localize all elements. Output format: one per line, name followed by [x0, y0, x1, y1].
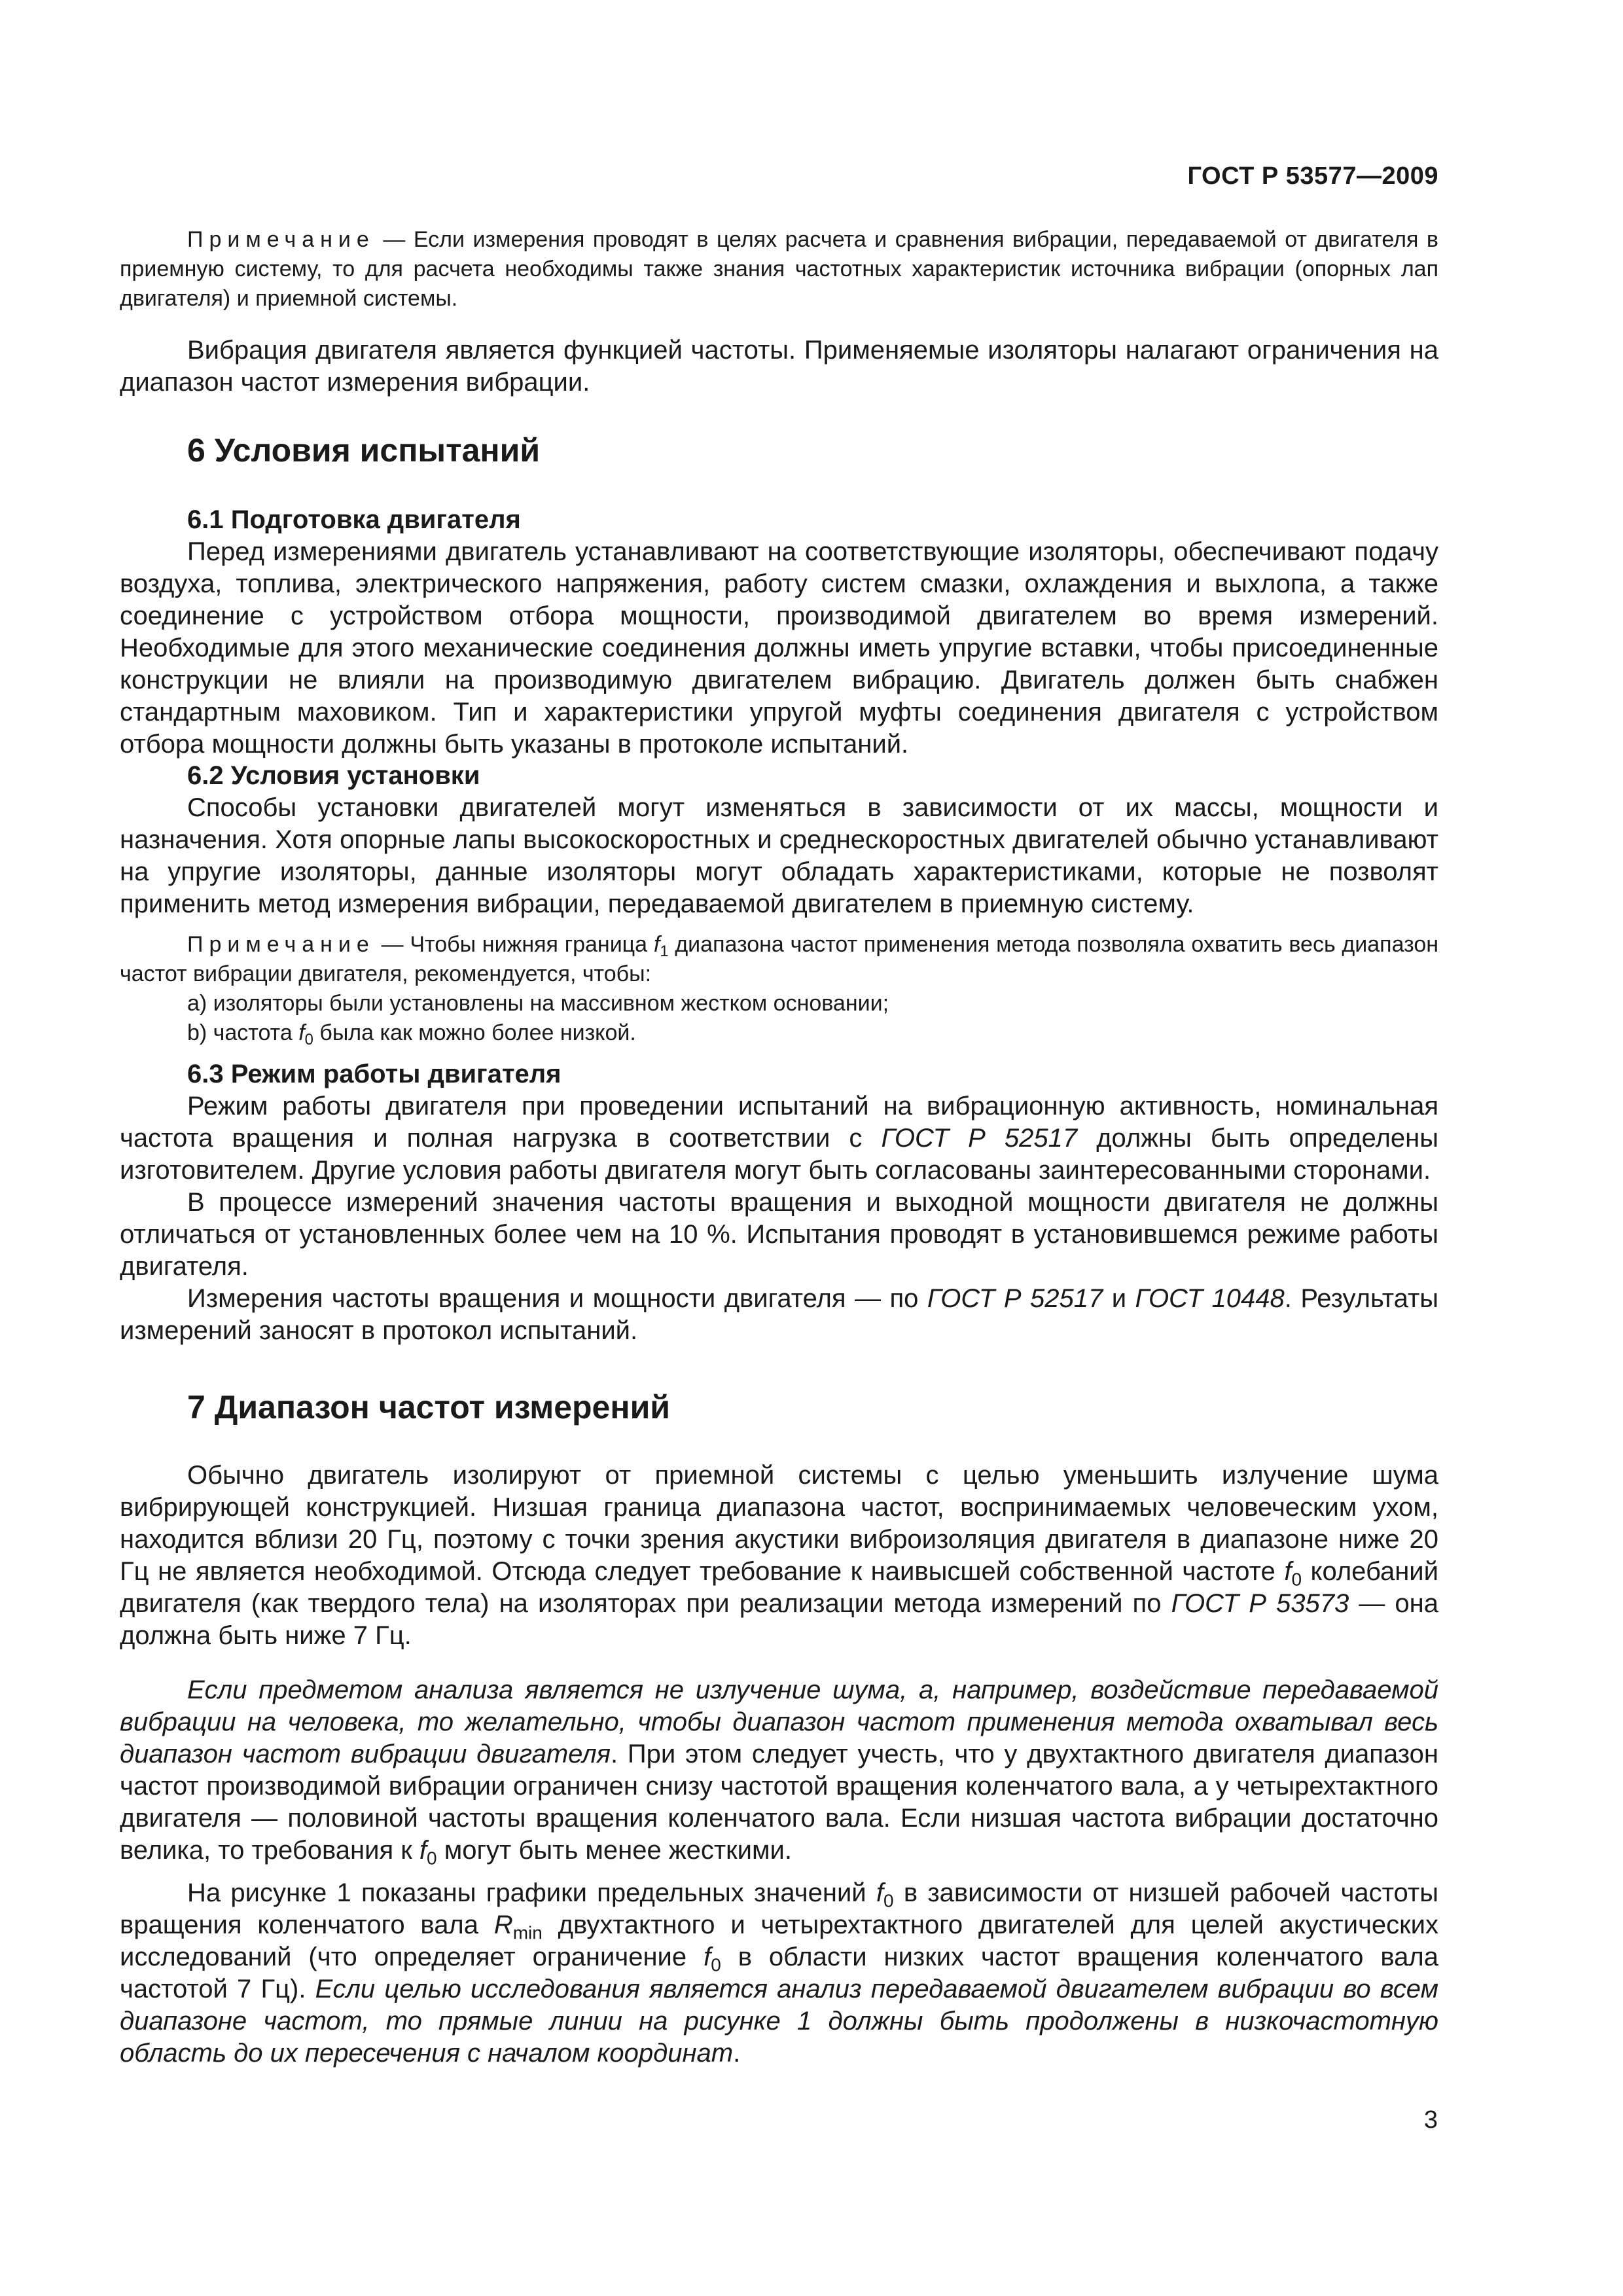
- section-7-paragraph: [120, 1877, 1438, 2070]
- symbol-subscript: min: [512, 1922, 543, 1943]
- symbol-subscript: 1: [660, 942, 669, 961]
- reference-link: ГОСТ Р 52517: [881, 1124, 1078, 1153]
- reference-link: ГОСТ 10448: [1135, 1284, 1285, 1313]
- text-run: Обычно двигатель изолируют от приемной системы с целью уменьшить излучение шума вибрирующей конструкцией. Низшая граница диапазона частот, воспринимаемых человеческим ухом, находится вблизи 20 Гц, поэтому с точки зрения акустики виброизоляция двигателя в диапазоне ниже 20 Гц не является необходимой. Отсюда следует требование к наивысшей собственной частоте: [120, 1461, 1438, 1586]
- subsection-6-3-paragraph: [120, 1283, 1438, 1347]
- note-paragraph: [120, 225, 1438, 314]
- symbol-f: f: [653, 932, 660, 957]
- reference-link: ГОСТ Р 53573: [1171, 1589, 1349, 1618]
- symbol-f: f: [298, 1020, 305, 1045]
- note-paragraph: [120, 930, 1438, 989]
- text-run: должны быть определены изготовителем. Другие условия работы двигателя могут быть согласованы заинтересованными сторонами.: [120, 1124, 1439, 1185]
- subsection-6-2-text: Способы установки двигателей могут изменяться в зависимости от их массы, мощности и назначения. Хотя опорные лапы высокоскоростных и среднескоростных двигателей обычно устанавливают на упругие изоляторы, данные изоляторы могут обладать характеристиками, которые не позволят применить метод измерения вибрации, передаваемой двигателем в приемную систему.: [120, 793, 1438, 918]
- symbol-f: f: [1284, 1557, 1292, 1586]
- note-list-item: [187, 1018, 1506, 1048]
- text-run: .: [733, 2039, 741, 2068]
- italic-text: Если целью исследования является анализ передаваемой двигателем вибрации во всем диапазоне частот, то прямые линии на рисунке 1 должны быть продолжены в низкочастотную область до их пересечения с началом координат: [120, 1975, 1438, 2068]
- text-run: Режим работы двигателя при проведении испытаний на вибрационную активность, номинальная частота вращения и полная нагрузка в соответствии с: [120, 1092, 1438, 1153]
- subsection-6-1-heading: 6.1 Подготовка двигателя: [187, 505, 521, 534]
- symbol-f: f: [704, 1943, 711, 1971]
- text-run: в зависимости от низшей рабочей частоты вращения коленчатого вала: [120, 1878, 1438, 1939]
- italic-text: Если предметом анализа является не излучение шума, а, например, воздействие передаваемой вибрации на человека, то желательно, чтобы диапазон частот применения метода охватывал весь диапазон частот вибрации двигателя: [120, 1676, 1438, 1768]
- note-text: — Если измерения проводят в целях расчета и сравнения вибрации, передаваемой от двигателя в приемную систему, то для расчета необходимы также знания частотных характеристик источника вибрации (опорных лап двигателя) и приемной системы.: [120, 227, 1438, 311]
- symbol-f: f: [419, 1836, 427, 1865]
- document-code: ГОСТ Р 53577—2009: [1187, 162, 1438, 190]
- note-text: — Чтобы нижняя граница: [374, 932, 654, 957]
- section-6-heading: 6 Условия испытаний: [187, 432, 541, 469]
- note-item-text: b) частота: [187, 1020, 299, 1045]
- reference-link: ГОСТ Р 52517: [927, 1284, 1103, 1313]
- subsection-6-3-heading: 6.3 Режим работы двигателя: [187, 1060, 562, 1088]
- text-run: . При этом следует учесть, что у двухтактного двигателя диапазон частот производимой вибрации ограничен снизу частотой вращения коленчатого вала, а у четырехтактного двигателя — половиной частоты вращения коленчатого вала. Если низшая частота вибрации достаточно велика, то требования к: [120, 1740, 1438, 1865]
- text-run: На рисунке 1 показаны графики предельных значений: [187, 1878, 876, 1907]
- page-number: 3: [1423, 2106, 1438, 2134]
- note-label: Примечание: [187, 227, 375, 252]
- symbol-subscript: 0: [1291, 1569, 1302, 1590]
- symbol-subscript: 0: [427, 1848, 437, 1869]
- text-run: Измерения частоты вращения и мощности двигателя — по: [187, 1284, 927, 1313]
- note-label: Примечание: [187, 932, 375, 957]
- symbol-f: f: [876, 1878, 884, 1907]
- section-7-paragraph: [120, 1674, 1438, 1867]
- subsection-6-1-text: Перед измерениями двигатель устанавливают на соответствующие изоляторы, обеспечивают подачу воздуха, топлива, электрического напряжения, работу систем смазки, охлаждения и выхлопа, а также соединение с устройством отбора мощности, производимой двигателем во время измерений. Необходимые для этого механические соединения должны иметь упругие вставки, чтобы присоединенные конструкции не влияли на производимую двигателем вибрацию. Двигатель должен быть снабжен стандартным маховиком. Тип и характеристики упругой муфты соединения двигателя с устройством отбора мощности должны быть указаны в протоколе испытаний.: [120, 537, 1438, 759]
- note-list-item: а) изоляторы были установлены на массивном жестком основании;: [187, 991, 889, 1016]
- intro-paragraph: Вибрация двигателя является функцией частоты. Применяемые изоляторы налагают ограничения на диапазон частот измерения вибрации.: [120, 336, 1438, 397]
- text-run: колебаний двигателя (как твердого тела) на изоляторах при реализации метода измерений по: [120, 1557, 1438, 1618]
- symbol-subscript: 0: [711, 1954, 721, 1975]
- symbol-subscript: 0: [304, 1031, 313, 1049]
- text-run: — она должна быть ниже 7 Гц.: [120, 1589, 1439, 1650]
- symbol-subscript: 0: [883, 1890, 894, 1911]
- text-run: . Результаты измерений заносят в протокол испытаний.: [120, 1284, 1439, 1345]
- text-run: двухтактного и четырехтактного двигателей для целей акустических исследований (что определяет ограничение: [120, 1910, 1438, 1971]
- subsection-6-3-paragraph: В процессе измерений значения частоты вращения и выходной мощности двигателя не должны отличаться от установленных более чем на 10 %. Испытания проводят в установившемся режиме работы двигателя.: [120, 1188, 1438, 1281]
- text-run: в области низких частот вращения коленчатого вала частотой 7 Гц).: [120, 1943, 1438, 2003]
- subsection-6-2-heading: 6.2 Условия установки: [187, 761, 480, 790]
- text-run: и: [1103, 1284, 1135, 1313]
- section-7-heading: 7 Диапазон частот измерений: [187, 1389, 671, 1426]
- note-text: диапазона частот применения метода позволяла охватить весь диапазон частот вибрации двигателя, рекомендуется, чтобы:: [120, 932, 1439, 986]
- subsection-6-3-paragraph: [120, 1090, 1438, 1187]
- section-7-paragraph: [120, 1460, 1438, 1652]
- symbol-r: R: [493, 1910, 513, 1939]
- note-item-text: была как можно более низкой.: [313, 1020, 636, 1045]
- text-run: могут быть менее жесткими.: [437, 1836, 792, 1865]
